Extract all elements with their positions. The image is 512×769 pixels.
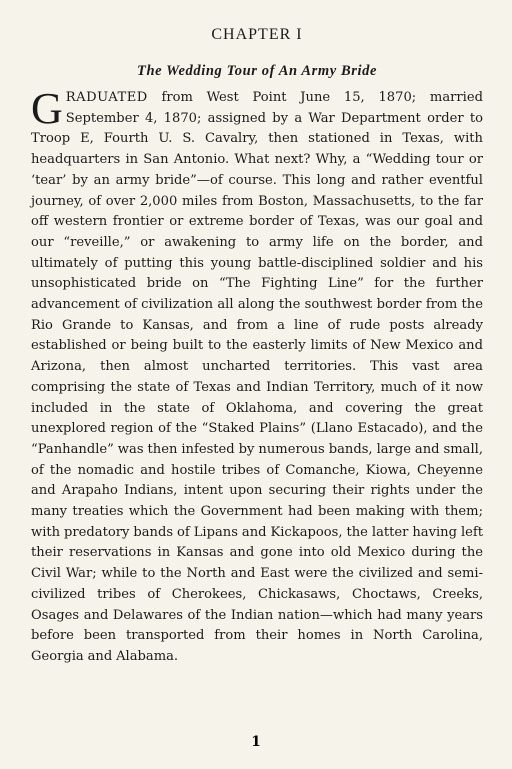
chapter-subtitle: The Wedding Tour of An Army Bride [136, 63, 378, 79]
page-number: 1 [251, 734, 261, 750]
chapter-heading: CHAPTER I [211, 26, 303, 43]
drop-cap: G [31, 84, 63, 133]
paragraph-text: from West Point June 15, 1870; married September 4, 1870; assigned by a War Department order to Troop E, Fourth U. S. Cavalry, then stationed in Texas, with headquarters in San Antonio. What next? Why, a “Wedding tour or ‘tear’ by an army bride”—of course. This long and rather eventful journey, of over 2,000 miles from Boston, Massachusetts, to the far off western frontier or extreme border of Texas, was our goal and our “reveille,” or awakening to army life on the border, and ultimately of putting this young battle-disciplined soldier and his unsophisticated bride on “The Fighting Line” for the further advancement of civilization all along the southwest border from the Rio Grande to Kansas, and from a line of rude posts already established or being built to the easterly limits of New Mexico and Arizona, then almost uncharted territories. This vast area comprising the state of Texas and Indian Territory, much of it now included in the state of Oklahoma, and covering the great unexplored region of the “Staked Plains” (Llano Estacado), and the “Panhandle” was then infested by numerous bands, large and small, of the nomadic and hostile tribes of Comanche, Kiowa, Cheyenne and Arapaho Indians, intent upon securing their rights under the many treaties which the Government had been making with them; with predatory bands of Lipans and Kickapoos, the latter having left their reservations in Kansas and gone into old Mexico during the Civil War; while to the North and East were the civilized and semi-civilized tribes of Cherokees, Chickasaws, Choctaws, Creeks, Osages and Delawares of the Indian nation—which had many years before been transported from their homes in North Carolina, Georgia and Alabama. [31, 90, 483, 664]
chapter-paragraph [31, 84, 483, 668]
lead-caps-word: RADUATED [65, 90, 148, 105]
